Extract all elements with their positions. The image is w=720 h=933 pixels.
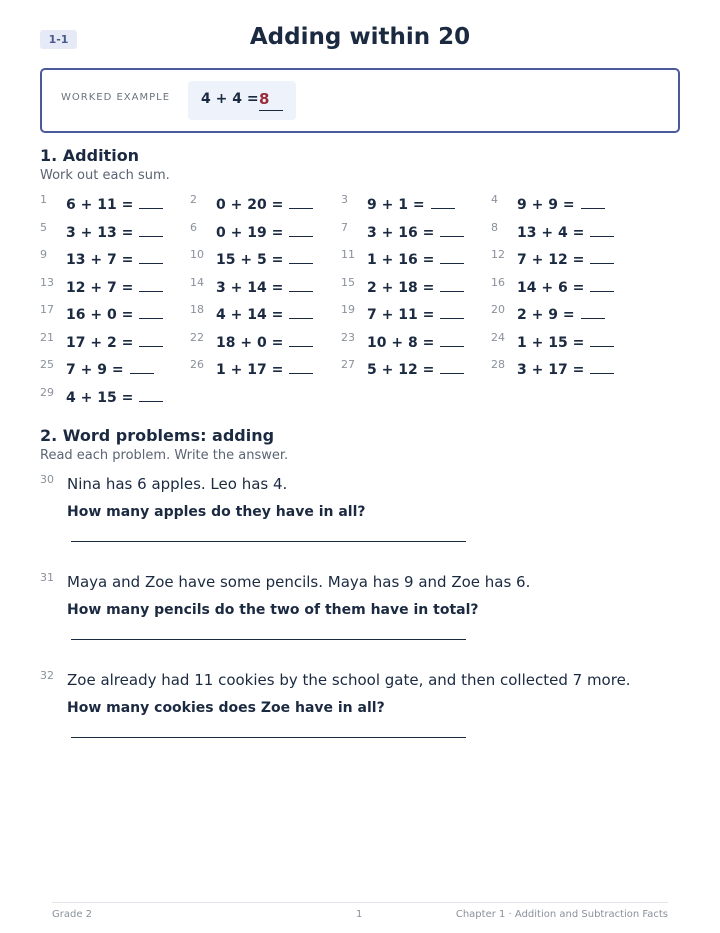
problem-expression <box>367 361 464 378</box>
problem-expression <box>216 224 313 241</box>
answer-blank[interactable] <box>590 361 614 374</box>
problem-expression-text: 9 + 9 = <box>517 197 575 213</box>
problem-expression <box>66 361 154 378</box>
answer-blank[interactable] <box>590 251 614 264</box>
problem-expression <box>66 251 163 268</box>
problem-number: 18 <box>190 303 204 316</box>
problem-expression <box>367 224 464 241</box>
problem-expression-text: 1 + 17 = <box>216 362 284 378</box>
answer-blank[interactable] <box>289 334 313 347</box>
section-2-title: 2. Word problems: adding <box>40 426 275 445</box>
problem-expression-text: 0 + 20 = <box>216 197 284 213</box>
problem-question: How many apples do they have in all? <box>67 504 366 520</box>
problem-number: 13 <box>40 275 54 289</box>
answer-blank[interactable] <box>139 389 163 402</box>
worked-example-expression: 4 + 4 = <box>201 91 259 107</box>
answer-blank[interactable] <box>440 251 464 264</box>
problem-question: How many pencils do the two of them have in total? <box>67 602 479 618</box>
problem-expression-text: 2 + 18 = <box>367 279 435 296</box>
problem-number: 27 <box>341 358 355 371</box>
problem-number: 10 <box>190 248 204 261</box>
problem-expression <box>216 196 313 213</box>
answer-blank[interactable] <box>139 334 163 347</box>
problem-number: 23 <box>341 330 355 344</box>
problem-expression <box>517 251 614 268</box>
problem-expression-text: 3 + 14 = <box>216 279 284 296</box>
answer-blank[interactable] <box>139 279 163 292</box>
problem-expression-text: 13 + 7 = <box>66 252 134 268</box>
answer-blank[interactable] <box>440 334 464 347</box>
problem-number: 24 <box>491 330 505 344</box>
answer-blank[interactable] <box>440 279 464 292</box>
answer-blank[interactable] <box>139 224 163 237</box>
problem-expression-text: 12 + 7 = <box>66 279 134 296</box>
problem-expression-text: 4 + 15 = <box>66 389 134 406</box>
problem-expression <box>66 279 163 296</box>
answer-line[interactable] <box>71 639 466 640</box>
problem-expression <box>517 224 614 241</box>
problem-number: 8 <box>491 220 498 234</box>
problem-expression <box>66 334 163 351</box>
problem-number: 32 <box>40 669 54 682</box>
answer-blank[interactable] <box>289 224 313 237</box>
problem-expression <box>367 196 455 213</box>
problem-number: 19 <box>341 303 355 316</box>
worked-example-label: WORKED EXAMPLE <box>61 92 171 103</box>
problem-expression <box>216 306 313 323</box>
worked-example-answer: 8 <box>259 90 283 111</box>
worked-example-box <box>40 68 680 133</box>
problem-expression <box>66 196 163 213</box>
answer-blank[interactable] <box>440 306 464 319</box>
problem-number: 29 <box>40 385 54 399</box>
problem-number: 6 <box>190 220 197 234</box>
answer-blank[interactable] <box>139 196 163 209</box>
problem-expression <box>367 251 464 268</box>
lesson-badge: 1-1 <box>40 30 77 49</box>
problem-expression <box>66 224 163 241</box>
answer-blank[interactable] <box>581 306 605 319</box>
answer-blank[interactable] <box>440 224 464 237</box>
answer-blank[interactable] <box>590 224 614 237</box>
answer-blank[interactable] <box>130 361 154 374</box>
problem-expression <box>66 306 163 323</box>
problem-expression-text: 3 + 13 = <box>66 224 134 241</box>
answer-line[interactable] <box>71 737 466 738</box>
problem-expression <box>367 334 464 351</box>
problem-number: 30 <box>40 473 54 486</box>
problem-expression-text: 1 + 16 = <box>367 252 435 268</box>
problem-expression-text: 5 + 12 = <box>367 362 435 378</box>
problem-number: 5 <box>40 220 47 234</box>
section-1-title: 1. Addition <box>40 146 140 165</box>
problem-number: 7 <box>341 220 348 234</box>
problem-number: 26 <box>190 358 204 371</box>
answer-blank[interactable] <box>139 306 163 319</box>
answer-blank[interactable] <box>440 361 464 374</box>
problem-expression <box>517 279 614 296</box>
problem-number: 20 <box>491 303 505 316</box>
footer-page-number: 1 <box>356 909 363 920</box>
problem-number: 4 <box>491 193 498 206</box>
problem-number: 1 <box>40 193 47 206</box>
problem-expression-text: 7 + 12 = <box>517 252 585 268</box>
problem-expression-text: 6 + 11 = <box>66 197 134 213</box>
problem-expression-text: 17 + 2 = <box>66 334 134 351</box>
problem-expression-text: 4 + 14 = <box>216 307 284 323</box>
answer-blank[interactable] <box>581 196 605 209</box>
problem-expression-text: 2 + 9 = <box>517 307 575 323</box>
page-title: Adding within 20 <box>249 24 471 50</box>
problem-number: 22 <box>190 330 204 344</box>
answer-blank[interactable] <box>590 334 614 347</box>
problem-number: 2 <box>190 193 197 206</box>
problem-expression-text: 7 + 11 = <box>367 307 435 323</box>
answer-blank[interactable] <box>289 361 313 374</box>
problem-number: 31 <box>40 571 54 584</box>
problem-expression-text: 15 + 5 = <box>216 252 284 268</box>
problem-number: 28 <box>491 358 505 371</box>
problem-expression <box>517 361 614 378</box>
answer-blank[interactable] <box>289 251 313 264</box>
problem-number: 12 <box>491 248 505 261</box>
answer-blank[interactable] <box>431 196 455 209</box>
problem-expression-text: 18 + 0 = <box>216 334 284 351</box>
problem-expression <box>517 196 605 213</box>
problem-expression-text: 1 + 15 = <box>517 334 585 351</box>
problem-expression-text: 13 + 4 = <box>517 224 585 241</box>
problem-number: 3 <box>341 193 348 206</box>
problem-expression-text: 3 + 17 = <box>517 362 585 378</box>
problem-expression <box>517 306 605 323</box>
worked-example-chip <box>188 81 296 120</box>
footer-divider <box>52 902 668 903</box>
problem-statement: Zoe already had 11 cookies by the school gate, and then collected 7 more. <box>67 671 631 689</box>
problem-expression <box>517 334 614 351</box>
problem-expression <box>216 279 313 296</box>
problem-expression <box>367 306 464 323</box>
answer-blank[interactable] <box>289 306 313 319</box>
footer-chapter: Chapter 1 · Addition and Subtraction Facts <box>455 909 668 920</box>
footer-grade: Grade 2 <box>52 909 93 920</box>
problem-expression <box>66 389 163 406</box>
problem-number: 11 <box>341 248 355 261</box>
answer-blank[interactable] <box>289 196 313 209</box>
problem-number: 15 <box>341 275 355 289</box>
answer-blank[interactable] <box>139 251 163 264</box>
problem-expression-text: 14 + 6 = <box>517 279 585 296</box>
problem-expression-text: 3 + 16 = <box>367 224 435 241</box>
problem-question: How many cookies does Zoe have in all? <box>67 700 385 716</box>
problem-expression <box>216 361 313 378</box>
problem-statement: Nina has 6 apples. Leo has 4. <box>67 475 288 493</box>
answer-line[interactable] <box>71 541 466 542</box>
problem-number: 17 <box>40 303 54 316</box>
section-1-subtitle: Work out each sum. <box>40 168 170 183</box>
problem-number: 9 <box>40 248 47 261</box>
problem-statement: Maya and Zoe have some pencils. Maya has 9 and Zoe has 6. <box>67 573 531 591</box>
problem-expression <box>216 251 313 268</box>
problem-expression-text: 10 + 8 = <box>367 334 435 351</box>
problem-expression <box>216 334 313 351</box>
problem-expression-text: 9 + 1 = <box>367 197 425 213</box>
problem-number: 14 <box>190 275 204 289</box>
answer-blank[interactable] <box>289 279 313 292</box>
problem-expression-text: 0 + 19 = <box>216 224 284 241</box>
section-2-subtitle: Read each problem. Write the answer. <box>40 448 289 463</box>
answer-blank[interactable] <box>590 279 614 292</box>
problem-number: 16 <box>491 275 505 289</box>
problem-number: 25 <box>40 358 54 371</box>
problem-number: 21 <box>40 330 54 344</box>
problem-expression-text: 7 + 9 = <box>66 362 124 378</box>
problem-expression-text: 16 + 0 = <box>66 307 134 323</box>
problem-expression <box>367 279 464 296</box>
